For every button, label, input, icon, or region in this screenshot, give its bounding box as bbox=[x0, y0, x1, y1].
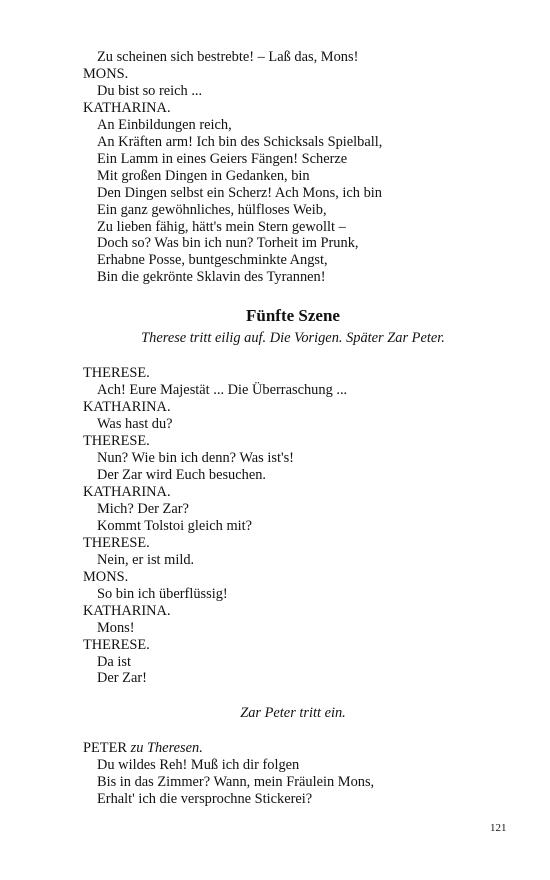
verse-line: Du bist so reich ... bbox=[97, 82, 203, 99]
scene-title: Fünfte Szene bbox=[246, 306, 340, 326]
verse-line: Den Dingen selbst ein Scherz! Ach Mons, ich bin bbox=[97, 184, 382, 201]
verse-line: Erhabne Posse, buntgeschminkte Angst, bbox=[97, 252, 328, 269]
verse-line: Zu scheinen sich bestrebte! – Laß das, Mons! bbox=[97, 49, 359, 65]
verse-line: Mich? Der Zar? bbox=[97, 500, 189, 517]
stage-direction: Zar Peter tritt ein. bbox=[240, 705, 346, 722]
verse-line: Du wildes Reh! Muß ich dir folgen bbox=[97, 757, 300, 774]
verse-line: Nein, er ist mild. bbox=[97, 551, 195, 568]
speaker-name: THERESE. bbox=[83, 534, 150, 551]
speaker-name: KATHARINA. bbox=[83, 483, 171, 500]
verse-line: Da ist bbox=[97, 653, 131, 670]
stage-direction: Therese tritt eilig auf. Die Vorigen. Später Zar Peter. bbox=[141, 330, 445, 347]
verse-line: Der Zar wird Euch besuchen. bbox=[97, 467, 267, 484]
speaker-name: MONS. bbox=[83, 568, 129, 585]
speaker-name: PETER bbox=[83, 740, 127, 757]
verse-line: Zu lieben fähig, hätt's mein Stern gewollt – bbox=[97, 218, 346, 235]
verse-line: Mit großen Dingen in Gedanken, bin bbox=[97, 167, 310, 184]
speaker-name: THERESE. bbox=[83, 365, 150, 382]
speaker-name: KATHARINA. bbox=[83, 399, 171, 416]
verse-line: An Einbildungen reich, bbox=[97, 116, 232, 133]
speaker-name: KATHARINA. bbox=[83, 602, 171, 619]
verse-line: Bis in das Zimmer? Wann, mein Fräulein Mons, bbox=[97, 774, 375, 791]
speaker-name: THERESE. bbox=[83, 433, 150, 450]
verse-line: Erhalt' ich die versprochne Stickerei? bbox=[97, 791, 313, 808]
speaker-line bbox=[83, 740, 503, 757]
verse-line: Nun? Wie bin ich denn? Was ist's! bbox=[97, 450, 294, 467]
verse-line: Doch so? Was bin ich nun? Torheit im Prunk, bbox=[97, 235, 359, 252]
verse-line: Mons! bbox=[97, 619, 135, 636]
verse-line: Ein ganz gewöhnliches, hülfloses Weib, bbox=[97, 201, 327, 218]
verse-line: An Kräften arm! Ich bin des Schicksals Spielball, bbox=[97, 133, 383, 150]
verse-line: So bin ich überflüssig! bbox=[97, 585, 228, 602]
verse-line: Der Zar! bbox=[97, 670, 147, 687]
speaker-name: MONS. bbox=[83, 65, 129, 82]
verse-line: Was hast du? bbox=[97, 416, 173, 433]
page-number: 121 bbox=[490, 822, 507, 834]
verse-line: Ach! Eure Majestät ... Die Überraschung ... bbox=[97, 382, 348, 399]
play-text bbox=[83, 49, 503, 808]
speaker-direction: zu Theresen. bbox=[130, 740, 203, 757]
speaker-name: THERESE. bbox=[83, 636, 150, 653]
verse-line: Ein Lamm in eines Geiers Fängen! Scherze bbox=[97, 150, 348, 167]
speaker-name: KATHARINA. bbox=[83, 99, 171, 116]
verse-line: Kommt Tolstoi gleich mit? bbox=[97, 517, 253, 534]
verse-line: Bin die gekrönte Sklavin des Tyrannen! bbox=[97, 269, 326, 286]
